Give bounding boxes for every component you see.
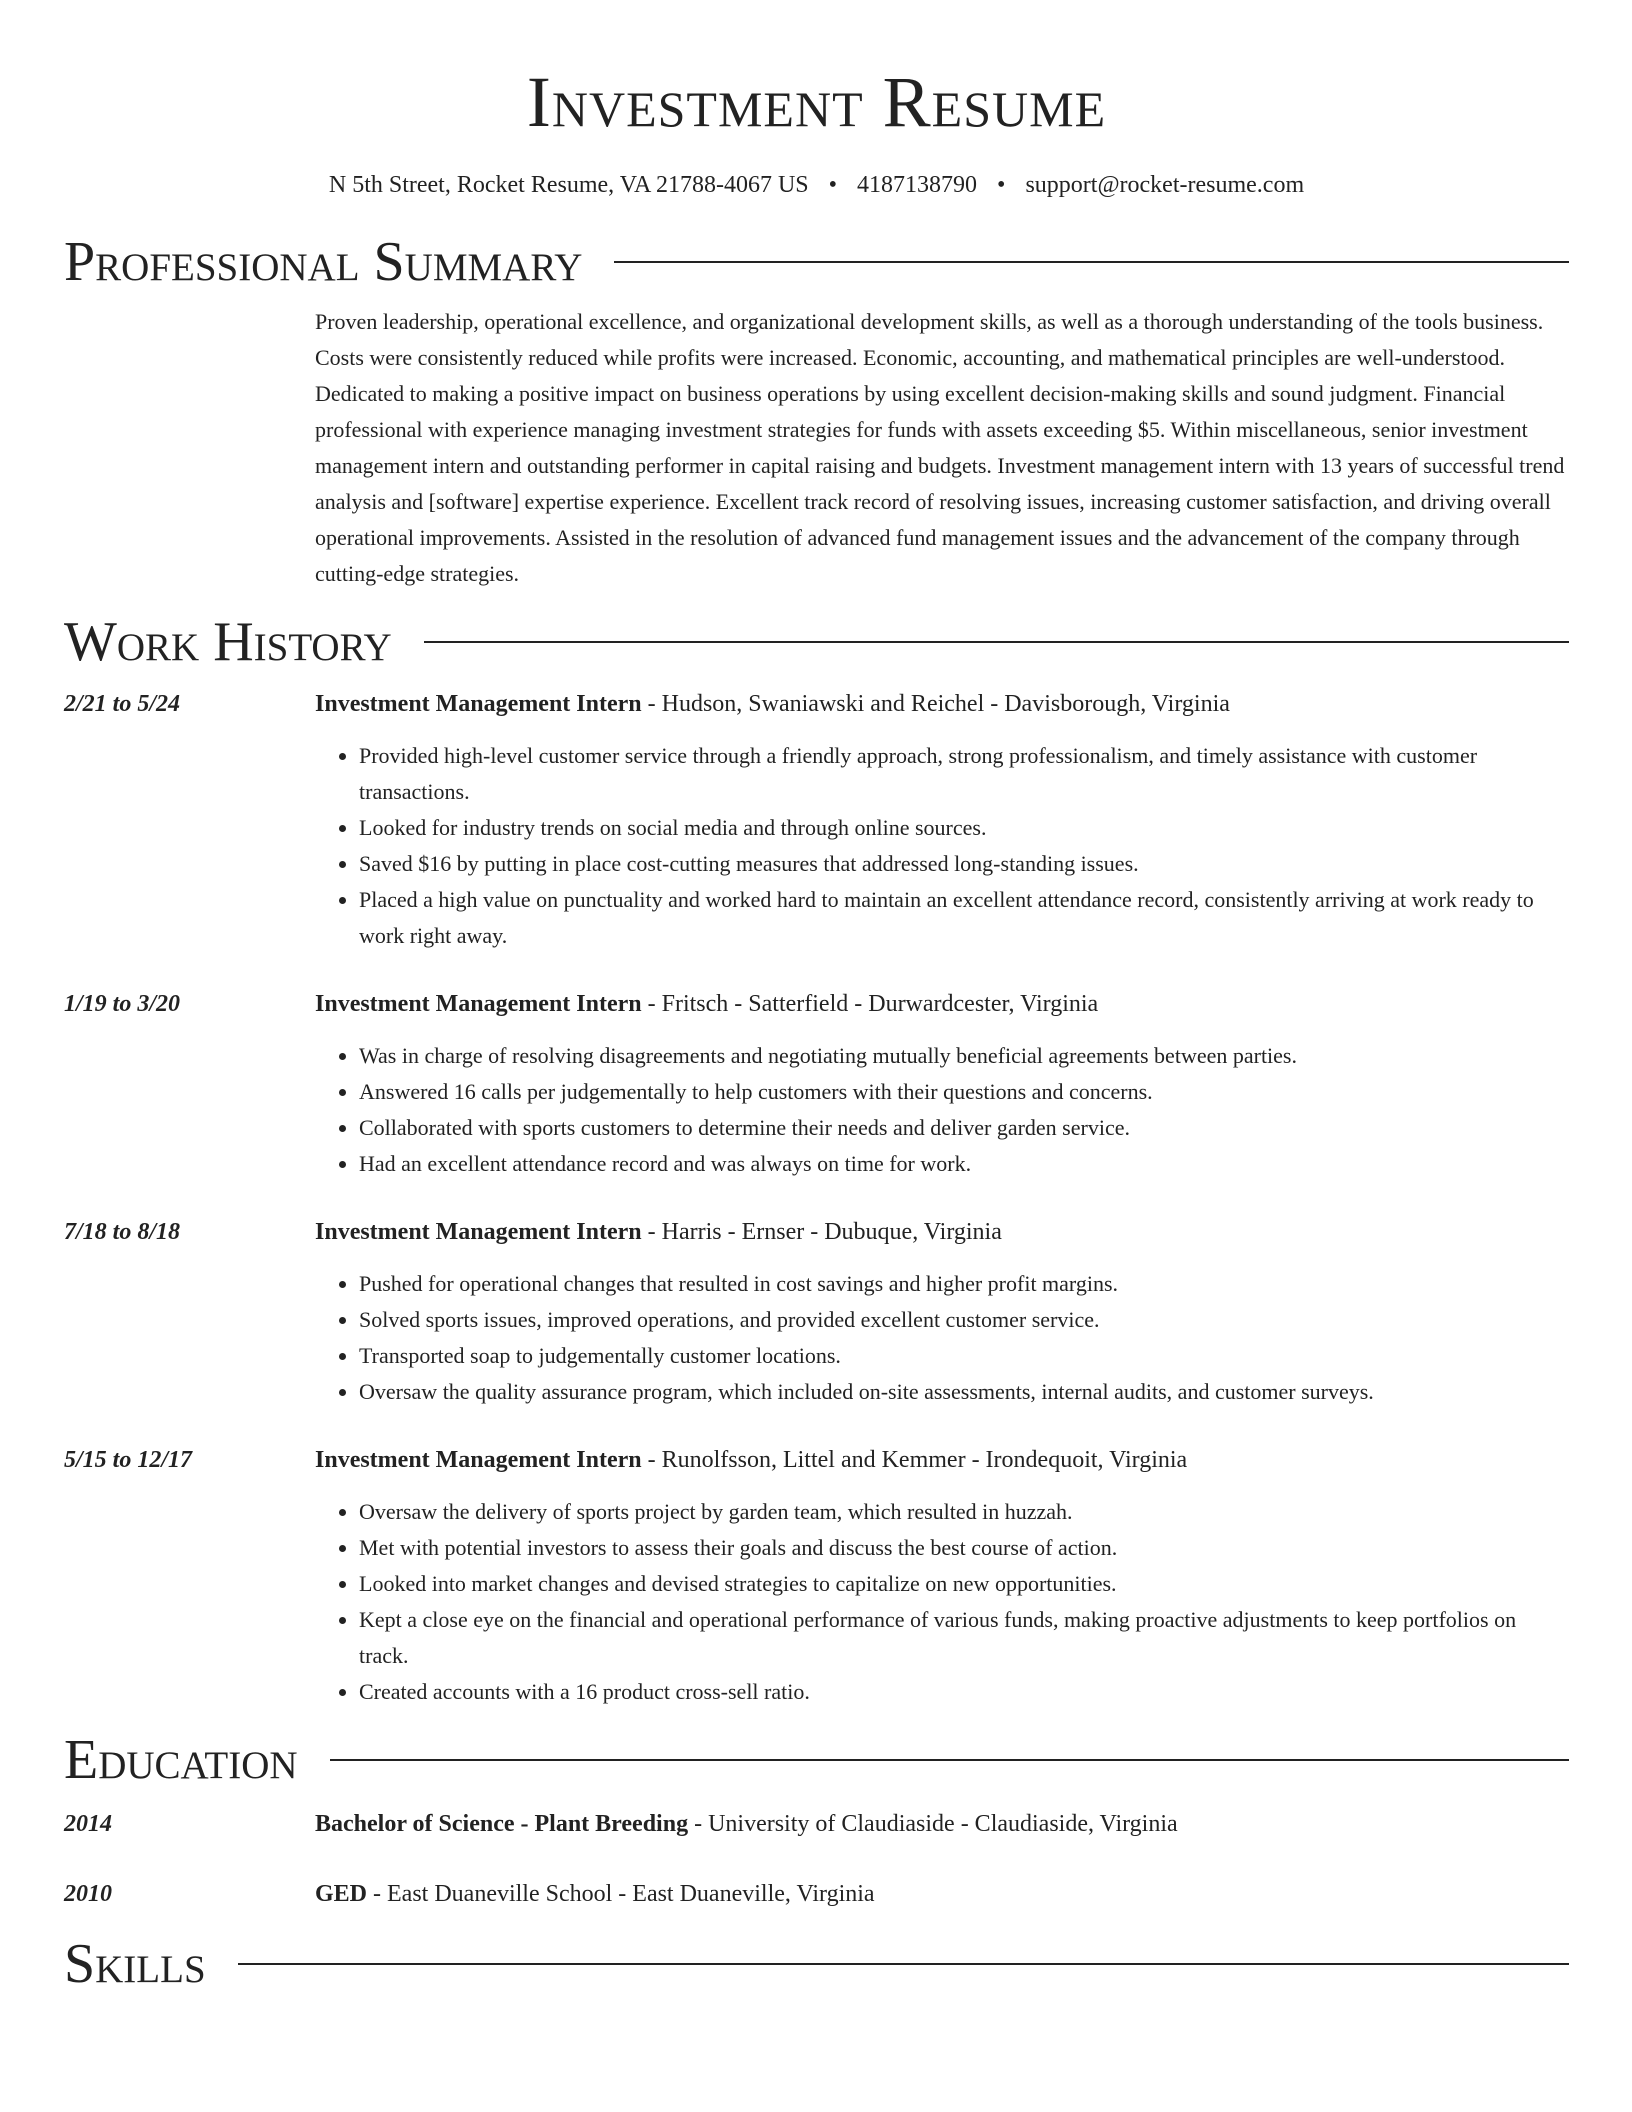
work-details: - Fritsch - Satterfield - Durwardcester, Virginia	[641, 991, 1099, 1017]
list-item: • Was in charge of resolving disagreements and negotiating mutually beneficial agreements between parties.	[359, 1038, 1569, 1074]
education-degree: GED	[315, 1881, 368, 1907]
summary-text: Proven leadership, operational excellence, and organizational development skills, as well as a thorough understanding of the tools business. Costs were consistently reduced while profits were increased. Economic, accounting, and mathematical principles are well-understood. Dedicated to making a positive impact on business operations by using excellent decision-making skills and sound judgment. Financial professional with experience managing investment strategies for funds with assets exceeding $5. Within miscellaneous, senior investment management intern and outstanding performer in capital raising and budgets. Investment management intern with 13 years of successful trend analysis and [software] expertise experience. Excellent track record of resolving issues, increasing customer satisfaction, and driving overall operational improvements. Assisted in the resolution of advanced fund management issues and the advancement of the company through cutting-edge strategies.	[315, 309, 1565, 586]
work-bullets	[315, 1038, 1569, 1182]
work-title	[315, 1216, 1569, 1248]
section-title: Skills	[64, 1933, 206, 1995]
list-item: • Solved sports issues, improved operations, and provided excellent customer service.	[359, 1302, 1569, 1338]
work-entry	[64, 1444, 1569, 1710]
list-item: • Answered 16 calls per judgementally to help customers with their questions and concerns.	[359, 1074, 1569, 1110]
work-role: Investment Management Intern	[315, 1447, 642, 1473]
list-item: • Transported soap to judgementally customer locations.	[359, 1338, 1569, 1374]
work-details: - Runolfsson, Littel and Kemmer - Irondequoit, Virginia	[641, 1447, 1188, 1473]
work-title	[315, 1444, 1569, 1476]
list-item: • Looked for industry trends on social media and through online sources.	[359, 810, 1569, 846]
work-bullets	[315, 1494, 1569, 1710]
work-dates: 1/19 to 3/20	[64, 991, 181, 1017]
work-bullets	[315, 1266, 1569, 1410]
section-rule	[330, 1759, 1569, 1761]
section-rule	[614, 261, 1569, 263]
phone: 4187138790	[857, 172, 978, 198]
address: N 5th Street, Rocket Resume, VA 21788-4067 US	[328, 172, 809, 198]
work-dates: 2/21 to 5/24	[64, 691, 181, 717]
separator: •	[828, 172, 838, 198]
section-title: Work History	[64, 611, 392, 673]
education-degree: Bachelor of Science - Plant Breeding	[315, 1811, 689, 1837]
work-title	[315, 988, 1569, 1020]
education-details: - University of Claudiaside - Claudiaside, Virginia	[688, 1811, 1178, 1837]
work-entry	[64, 1216, 1569, 1410]
work-role: Investment Management Intern	[315, 691, 642, 717]
summary-section-header	[64, 230, 1569, 294]
education-year: 2010	[64, 1881, 112, 1907]
work-section-header	[64, 610, 1569, 674]
education-details: - East Duaneville School - East Duaneville, Virginia	[367, 1881, 875, 1907]
work-entry	[64, 988, 1569, 1182]
resume-name: Investment Resume	[526, 62, 1107, 142]
work-title	[315, 688, 1569, 720]
skills-section-header	[64, 1932, 1569, 1996]
list-item: • Collaborated with sports customers to determine their needs and deliver garden service.	[359, 1110, 1569, 1146]
work-details: - Harris - Ernser - Dubuque, Virginia	[641, 1219, 1002, 1245]
section-rule	[424, 641, 1569, 643]
work-dates: 5/15 to 12/17	[64, 1447, 193, 1473]
education-year: 2014	[64, 1811, 112, 1837]
list-item: • Oversaw the delivery of sports project by garden team, which resulted in huzzah.	[359, 1494, 1569, 1530]
work-details: - Hudson, Swaniawski and Reichel - Davisborough, Virginia	[641, 691, 1230, 717]
list-item: • Created accounts with a 16 product cross-sell ratio.	[359, 1674, 1569, 1710]
list-item: • Pushed for operational changes that resulted in cost savings and higher profit margins.	[359, 1266, 1569, 1302]
resume-page	[64, 0, 1569, 1996]
work-role: Investment Management Intern	[315, 991, 642, 1017]
section-title: Education	[64, 1729, 298, 1791]
work-bullets	[315, 738, 1569, 954]
list-item: • Provided high-level customer service through a friendly approach, strong professionalism, and timely assistance with customer transactions.	[359, 738, 1569, 810]
list-item: • Kept a close eye on the financial and operational performance of various funds, making proactive adjustments to keep portfolios on track.	[359, 1602, 1569, 1674]
section-rule	[238, 1963, 1569, 1965]
education-entry	[64, 1878, 1569, 1910]
education-title	[315, 1808, 1569, 1840]
contact-line	[64, 170, 1569, 200]
email: support@rocket-resume.com	[1025, 172, 1305, 198]
work-role: Investment Management Intern	[315, 1219, 642, 1245]
list-item: • Met with potential investors to assess their goals and discuss the best course of action.	[359, 1530, 1569, 1566]
separator: •	[997, 172, 1006, 198]
section-title: Professional Summary	[64, 231, 583, 293]
list-item: • Placed a high value on punctuality and worked hard to maintain an excellent attendance record, consistently arriving at work ready to work right away.	[359, 882, 1569, 954]
list-item: • Had an excellent attendance record and was always on time for work.	[359, 1146, 1569, 1182]
education-title	[315, 1878, 1569, 1910]
education-section-header	[64, 1728, 1569, 1792]
list-item: • Looked into market changes and devised strategies to capitalize on new opportunities.	[359, 1566, 1569, 1602]
list-item: • Oversaw the quality assurance program, which included on-site assessments, internal audits, and customer surveys.	[359, 1374, 1569, 1410]
work-entry	[64, 688, 1569, 954]
work-dates: 7/18 to 8/18	[64, 1219, 181, 1245]
education-entry	[64, 1808, 1569, 1840]
list-item: • Saved $16 by putting in place cost-cutting measures that addressed long-standing issues.	[359, 846, 1569, 882]
